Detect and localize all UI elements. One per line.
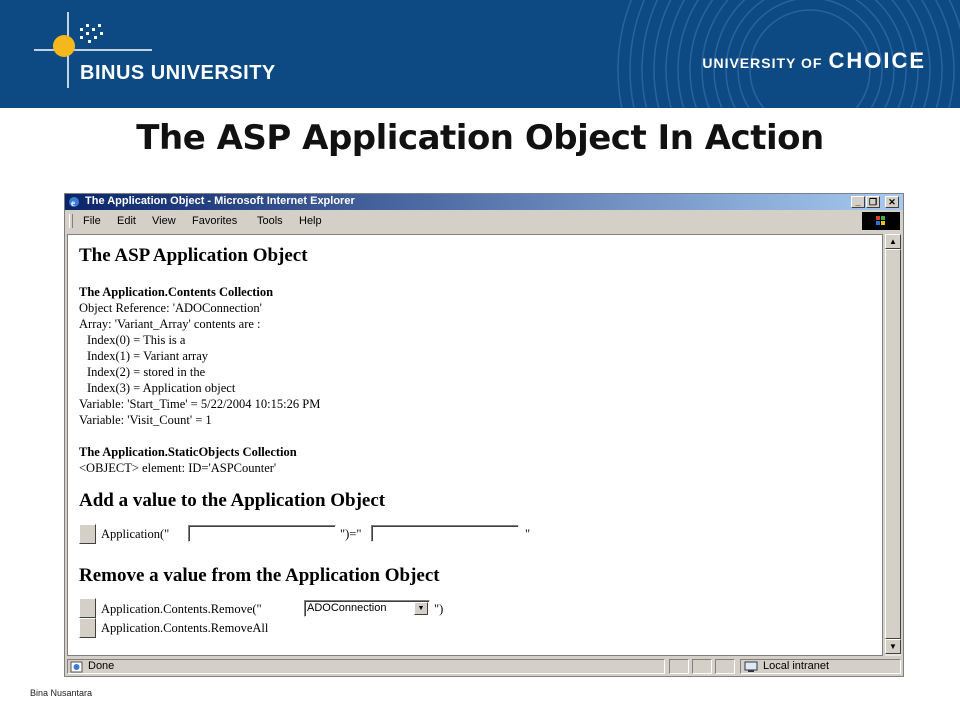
remove-label-suffix: ") <box>434 602 444 616</box>
tagline-word: CHOICE <box>828 48 926 73</box>
zone-text: Local intranet <box>763 660 830 672</box>
contents-line: Index(3) = Application object <box>87 381 236 395</box>
remove-all-label: Application.Contents.RemoveAll <box>101 621 269 635</box>
contents-line: Index(1) = Variant array <box>87 349 209 363</box>
contents-line: Variable: 'Visit_Count' = 1 <box>79 413 212 427</box>
page-content <box>67 234 883 656</box>
app-value-input[interactable] <box>371 525 519 542</box>
remove-key-select[interactable] <box>304 600 430 617</box>
zone-panel <box>740 659 901 674</box>
menu-favorites[interactable]: Favorites <box>192 215 238 227</box>
maximize-button[interactable]: ❐ <box>866 196 880 208</box>
add-label-prefix: Application(" <box>101 527 170 541</box>
brand-name-text: BINUS <box>80 62 145 84</box>
minimize-button[interactable]: _ <box>851 196 865 208</box>
menu-tools[interactable]: Tools <box>257 215 283 227</box>
scroll-up-icon[interactable]: ▲ <box>885 234 901 249</box>
scroll-down-icon[interactable]: ▼ <box>885 639 901 654</box>
tagline <box>702 48 926 74</box>
contents-line: Variable: 'Start_Time' = 5/22/2004 10:15:26 PM <box>79 397 321 411</box>
vertical-scrollbar[interactable] <box>884 234 901 656</box>
add-value-button[interactable] <box>79 524 96 544</box>
remove-value-heading: Remove a value from the Application Object <box>79 565 440 586</box>
remove-all-button[interactable] <box>79 618 96 638</box>
window-title: The Application Object - Microsoft Internet Explorer <box>85 195 355 207</box>
add-label-suffix: " <box>525 527 531 541</box>
menu-grip[interactable] <box>69 214 73 228</box>
menu-file[interactable]: File <box>83 215 101 227</box>
scroll-thumb[interactable] <box>885 249 901 639</box>
window-titlebar[interactable] <box>65 194 903 210</box>
status-panel-blank <box>715 659 735 674</box>
app-key-input[interactable] <box>188 525 336 542</box>
contents-line: Array: 'Variant_Array' contents are : <box>79 317 261 331</box>
header-banner <box>0 0 960 108</box>
contents-line: Index(0) = This is a <box>87 333 186 347</box>
windows-logo-icon <box>862 212 900 230</box>
menu-help[interactable]: Help <box>299 215 322 227</box>
svg-text:e: e <box>71 198 75 208</box>
remove-label-prefix: Application.Contents.Remove(" <box>101 602 262 616</box>
status-panel-blank <box>669 659 689 674</box>
status-panel-blank <box>692 659 712 674</box>
page-done-icon <box>70 661 83 673</box>
remove-value-button[interactable] <box>79 598 96 618</box>
close-button[interactable]: ✕ <box>885 196 899 208</box>
remove-key-select-value: ADOConnection <box>307 602 387 614</box>
menu-view[interactable]: View <box>152 215 176 227</box>
menu-bar <box>65 211 903 231</box>
slide-footer: Bina Nusantara <box>30 688 93 698</box>
add-value-heading: Add a value to the Application Object <box>79 490 386 511</box>
page-heading: The ASP Application Object <box>79 245 308 266</box>
chevron-down-icon[interactable]: ▼ <box>414 602 428 615</box>
status-bar <box>65 657 903 676</box>
brand-name <box>74 54 276 86</box>
menu-edit[interactable]: Edit <box>117 215 136 227</box>
static-objects-line: <OBJECT> element: ID='ASPCounter' <box>79 461 277 475</box>
slide-title: The ASP Application Object In Action <box>136 118 824 158</box>
status-text: Done <box>88 660 115 672</box>
contents-line: Index(2) = stored in the <box>87 365 206 379</box>
status-panel <box>67 659 665 674</box>
tagline-prefix: UNIVERSITY OF <box>702 55 823 71</box>
add-label-middle: ")=" <box>340 527 362 541</box>
contents-line: Object Reference: 'ADOConnection' <box>79 301 262 315</box>
contents-collection-title: The Application.Contents Collection <box>79 285 274 299</box>
static-objects-title: The Application.StaticObjects Collection <box>79 445 297 459</box>
local-intranet-icon <box>744 661 758 673</box>
internet-explorer-icon <box>68 196 80 208</box>
browser-window <box>64 193 904 677</box>
brand-suffix: UNIVERSITY <box>150 62 276 84</box>
